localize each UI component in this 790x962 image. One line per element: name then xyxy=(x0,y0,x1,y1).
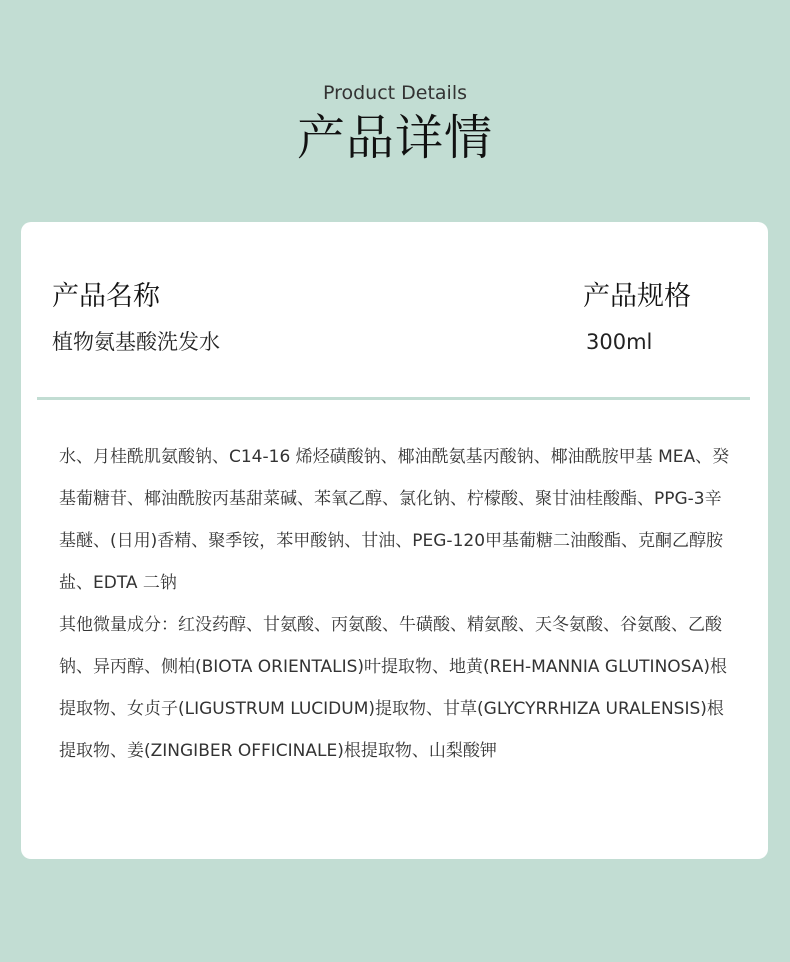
ingredients-text: 水、月桂酰肌氨酸钠、C14-16 烯烃磺酸钠、椰油酰氨基丙酸钠、椰油酰胺甲基 MEA、癸基葡糖苷、椰油酰胺丙基甜菜碱、苯氧乙醇、氯化钠、柠檬酸、聚甘油桂酸酯、PPG-3辛基醚、(日用)香精、聚季铵，苯甲酸钠、甘油、PEG-120甲基葡糖二油酸酯、克酮乙醇胺盐、EDTA 二钠 xyxy=(59,447,730,593)
page-title: 产品详情 xyxy=(296,110,493,166)
product-name-label: 产品名称 xyxy=(52,281,160,312)
product-details-card xyxy=(21,222,768,859)
header-subtitle: Product Details xyxy=(322,82,468,104)
product-spec-value: 300ml xyxy=(586,330,653,354)
ingredients-list xyxy=(59,436,735,772)
product-spec-label: 产品规格 xyxy=(583,281,691,312)
minor-ingredients-text: 其他微量成分：红没药醇、甘氨酸、丙氨酸、牛磺酸、精氨酸、天冬氨酸、谷氨酸、乙酸钠、异丙醇、侧柏(BIOTA ORIENTALIS)叶提取物、地黄(REH-MANNIA GLUTINOSA)根提取物、女贞子(LIGUSTRUM LUCIDUM)提取物、甘草(GLYCYRRHIZA URALENSIS)根提取物、姜(ZINGIBER OFFICINALE)根提取物、山梨酸钾 xyxy=(59,615,728,761)
card-divider xyxy=(37,397,750,400)
product-name-value: 植物氨基酸洗发水 xyxy=(52,330,220,354)
